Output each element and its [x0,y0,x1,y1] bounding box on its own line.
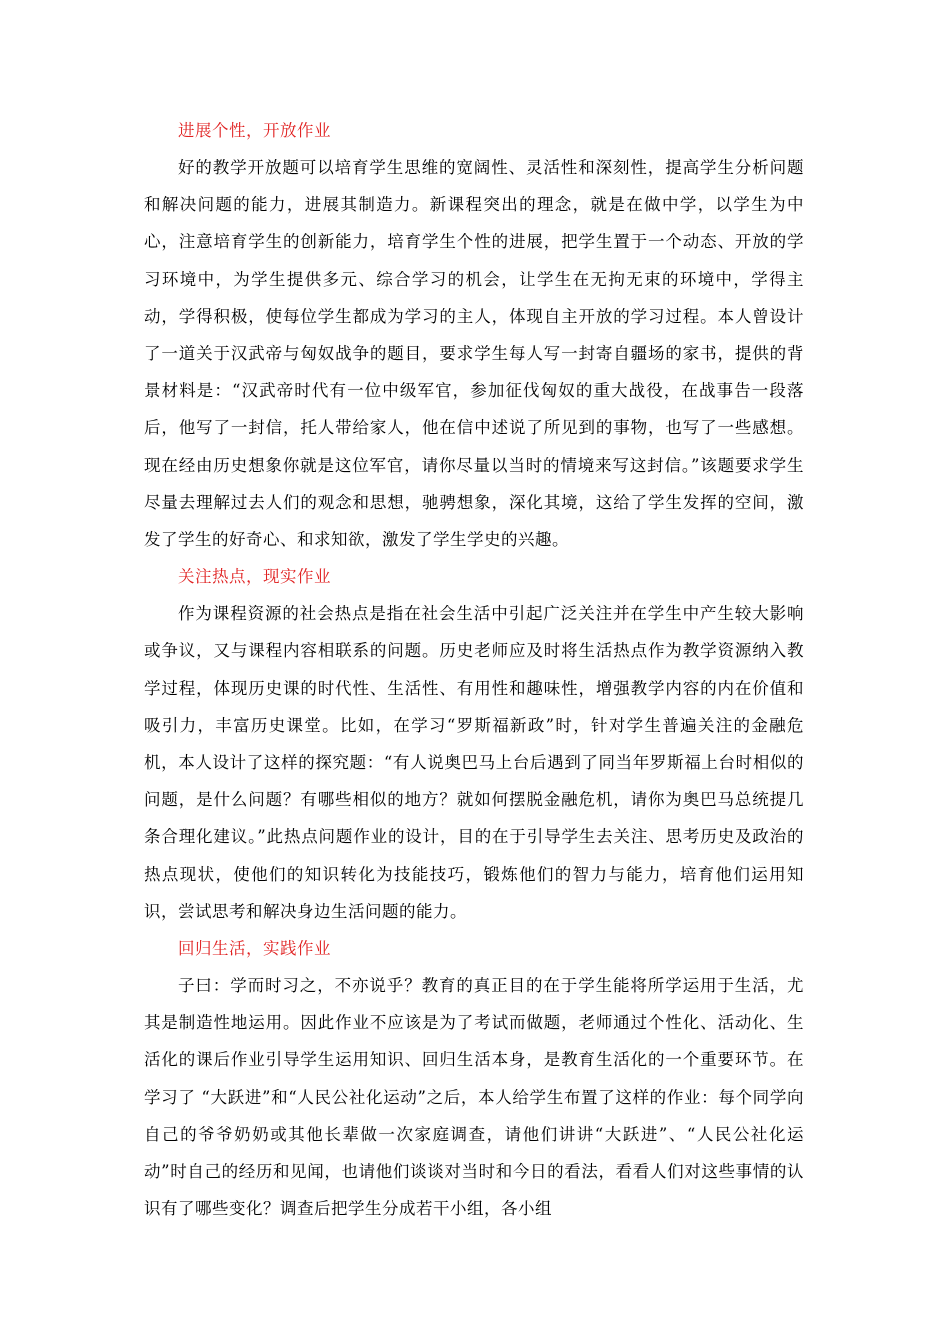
section-open-homework [144,112,804,558]
section-hotspot-homework [144,558,804,930]
section-practice-homework [144,930,804,1227]
section-paragraph: 好的教学开放题可以培育学生思维的宽阔性、灵活性和深刻性，提高学生分析问题和解决问题的能力，进展其制造力。新课程突出的理念，就是在做中学，以学生为中心，注意培育学生的创新能力，培育学生个性的进展，把学生置于一个动态、开放的学习环境中，为学生提供多元、综合学习的机会，让学生在无拘无束的环境中，学得主动，学得积极，使每位学生都成为学习的主人，体现自主开放的学习过程。本人曾设计了一道关于汉武帝与匈奴战争的题目，要求学生每人写一封寄自疆场的家书，提供的背景材料是：“汉武帝时代有一位中级军官，参加征伐匈奴的重大战役，在战事告一段落后，他写了一封信，托人带给家人，他在信中述说了所见到的事物，也写了一些感想。现在经由历史想象你就是这位军官，请你尽量以当时的情境来写这封信。”该题要求学生尽量去理解过去人们的观念和思想，驰骋想象，深化其境，这给了学生发挥的空间，激发了学生的好奇心、和求知欲，激发了学生学史的兴趣。 [144,158,804,550]
section-heading: 关注热点，现实作业 [178,567,331,587]
section-heading: 进展个性，开放作业 [178,121,331,140]
section-paragraph: 作为课程资源的社会热点是指在社会生活中引起广泛关注并在学生中产生较大影响或争议，又与课程内容相联系的问题。历史老师应及时将生活热点作为教学资源纳入教学过程，体现历史课的时代性、生活性、有用性和趣味性，增强教学内容的内在价值和吸引力，丰富历史课堂。比如，在学习“罗斯福新政”时，针对学生普遍关注的金融危机，本人设计了这样的探究题：“有人说奥巴马上台后遇到了同当年罗斯福上台时相似的问题，是什么问题？有哪些相似的地方？就如何摆脱金融危机，请你为奥巴马总统提几条合理化建议。”此热点问题作业的设计，目的在于引导学生去关注、思考历史及政治的热点现状，使他们的知识转化为技能技巧，锻炼他们的智力与能力，培育他们运用知识，尝试思考和解决身边生活问题的能力。 [144,604,804,921]
section-paragraph: 子曰：学而时习之，不亦说乎？教育的真正目的在于学生能将所学运用于生活，尤其是制造性地运用。因此作业不应该是为了考试而做题，老师通过个性化、活动化、生活化的课后作业引导学生运用知识、回归生活本身，是教育生活化的一个重要环节。在学习了 “大跃进”和“人民公社化运动”之后，本人给学生布置了这样的作业：每个同学向自己的爷爷奶奶或其他长辈做一次家庭调查，请他们讲讲“大跃进”、“人民公社化运动”时自己的经历和见闻，也请他们谈谈对当时和今日的看法，看看人们对这些事情的认识有了哪些变化？调查后把学生分成若干小组，各小组 [144,976,804,1219]
section-heading: 回归生活，实践作业 [178,939,331,959]
document-page [144,112,804,1227]
